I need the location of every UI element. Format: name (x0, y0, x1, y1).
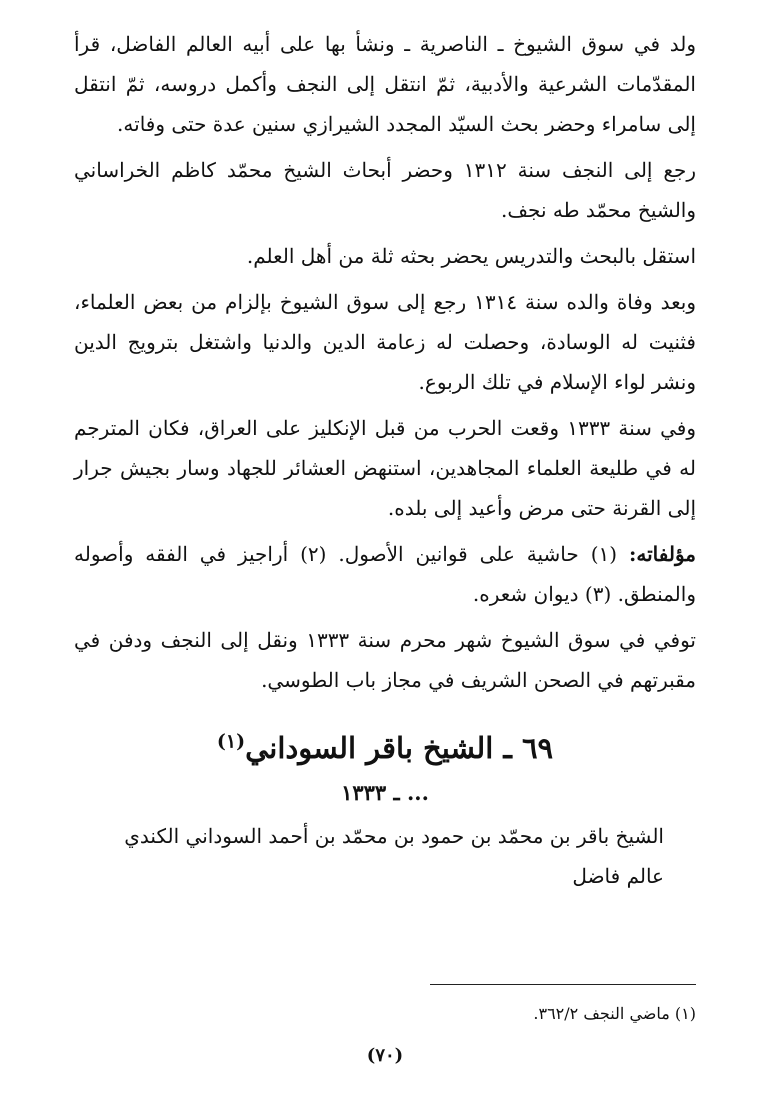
footnote-divider (430, 984, 696, 985)
death-paragraph: توفي في سوق الشيوخ شهر محرم سنة ١٣٣٣ ونقل إلى النجف ودفن في مقبرتهم في الصحن الشريف في مجاز باب الطوسي. (74, 628, 696, 692)
body-paragraph-teaching: استقل بالبحث والتدريس يحضر بحثه ثلة من أهل العلم. (246, 244, 696, 268)
entry-heading (74, 726, 696, 770)
footnote-reference[interactable]: (١) (216, 730, 246, 753)
body-paragraph-fathers-death: وبعد وفاة والده سنة ١٣١٤ رجع إلى سوق الشيوخ بإلزام من بعض العلماء، فثنيت له الوسادة، وحصلت له زعامة الدين والدنيا واشتغل بترويج الدين ونشر لواء الإسلام في تلك الربوع. (74, 290, 696, 394)
body-paragraph-war: وفي سنة ١٣٣٣ وقعت الحرب من قبل الإنكليز على العراق، فكان المترجم له في طليعة العلماء المجاهدين، استنهض العشائر للجهاد وسار بجيش جرار إلى القرنة حتى مرض وأعيد إلى بلده. (74, 416, 696, 520)
works-paragraph (74, 534, 696, 614)
entry-title: ٦٩ ـ الشيخ باقر السوداني (245, 731, 554, 765)
works-label: مؤلفاته: (628, 542, 697, 566)
entry-bio-line-1: الشيخ باقر بن محمّد بن حمود بن محمّد بن أحمد السوداني الكندي (124, 824, 664, 848)
body-paragraph-birth: ولد في سوق الشيوخ ـ الناصرية ـ ونشأ بها على أبيه العالم الفاضل، قرأ المقدّمات الشرعية والأدبية، ثمّ انتقل إلى النجف وأكمل دروسه، ثمّ انتقل إلى سامراء وحضر بحث السيّد المجدد الشيرازي سنين عدة حتى وفاته. (74, 32, 696, 136)
page-number: (٧٠) (366, 1045, 404, 1066)
works-text: (١) حاشية على قوانين الأصول. (٢) أراجيز في الفقه وأصوله والمنطق. (٣) ديوان شعره. (74, 542, 696, 606)
entry-dates: ... ـ ١٣٣٣ (341, 780, 429, 805)
footnote-text: (١) ماضي النجف ٣٦٢/٢. (533, 1004, 696, 1023)
body-paragraph-return-najaf: رجع إلى النجف سنة ١٣١٢ وحضر أبحاث الشيخ محمّد كاظم الخراساني والشيخ محمّد طه نجف. (74, 158, 696, 222)
book-page (74, 24, 696, 1105)
entry-bio-line-2: عالم فاضل (572, 864, 664, 888)
